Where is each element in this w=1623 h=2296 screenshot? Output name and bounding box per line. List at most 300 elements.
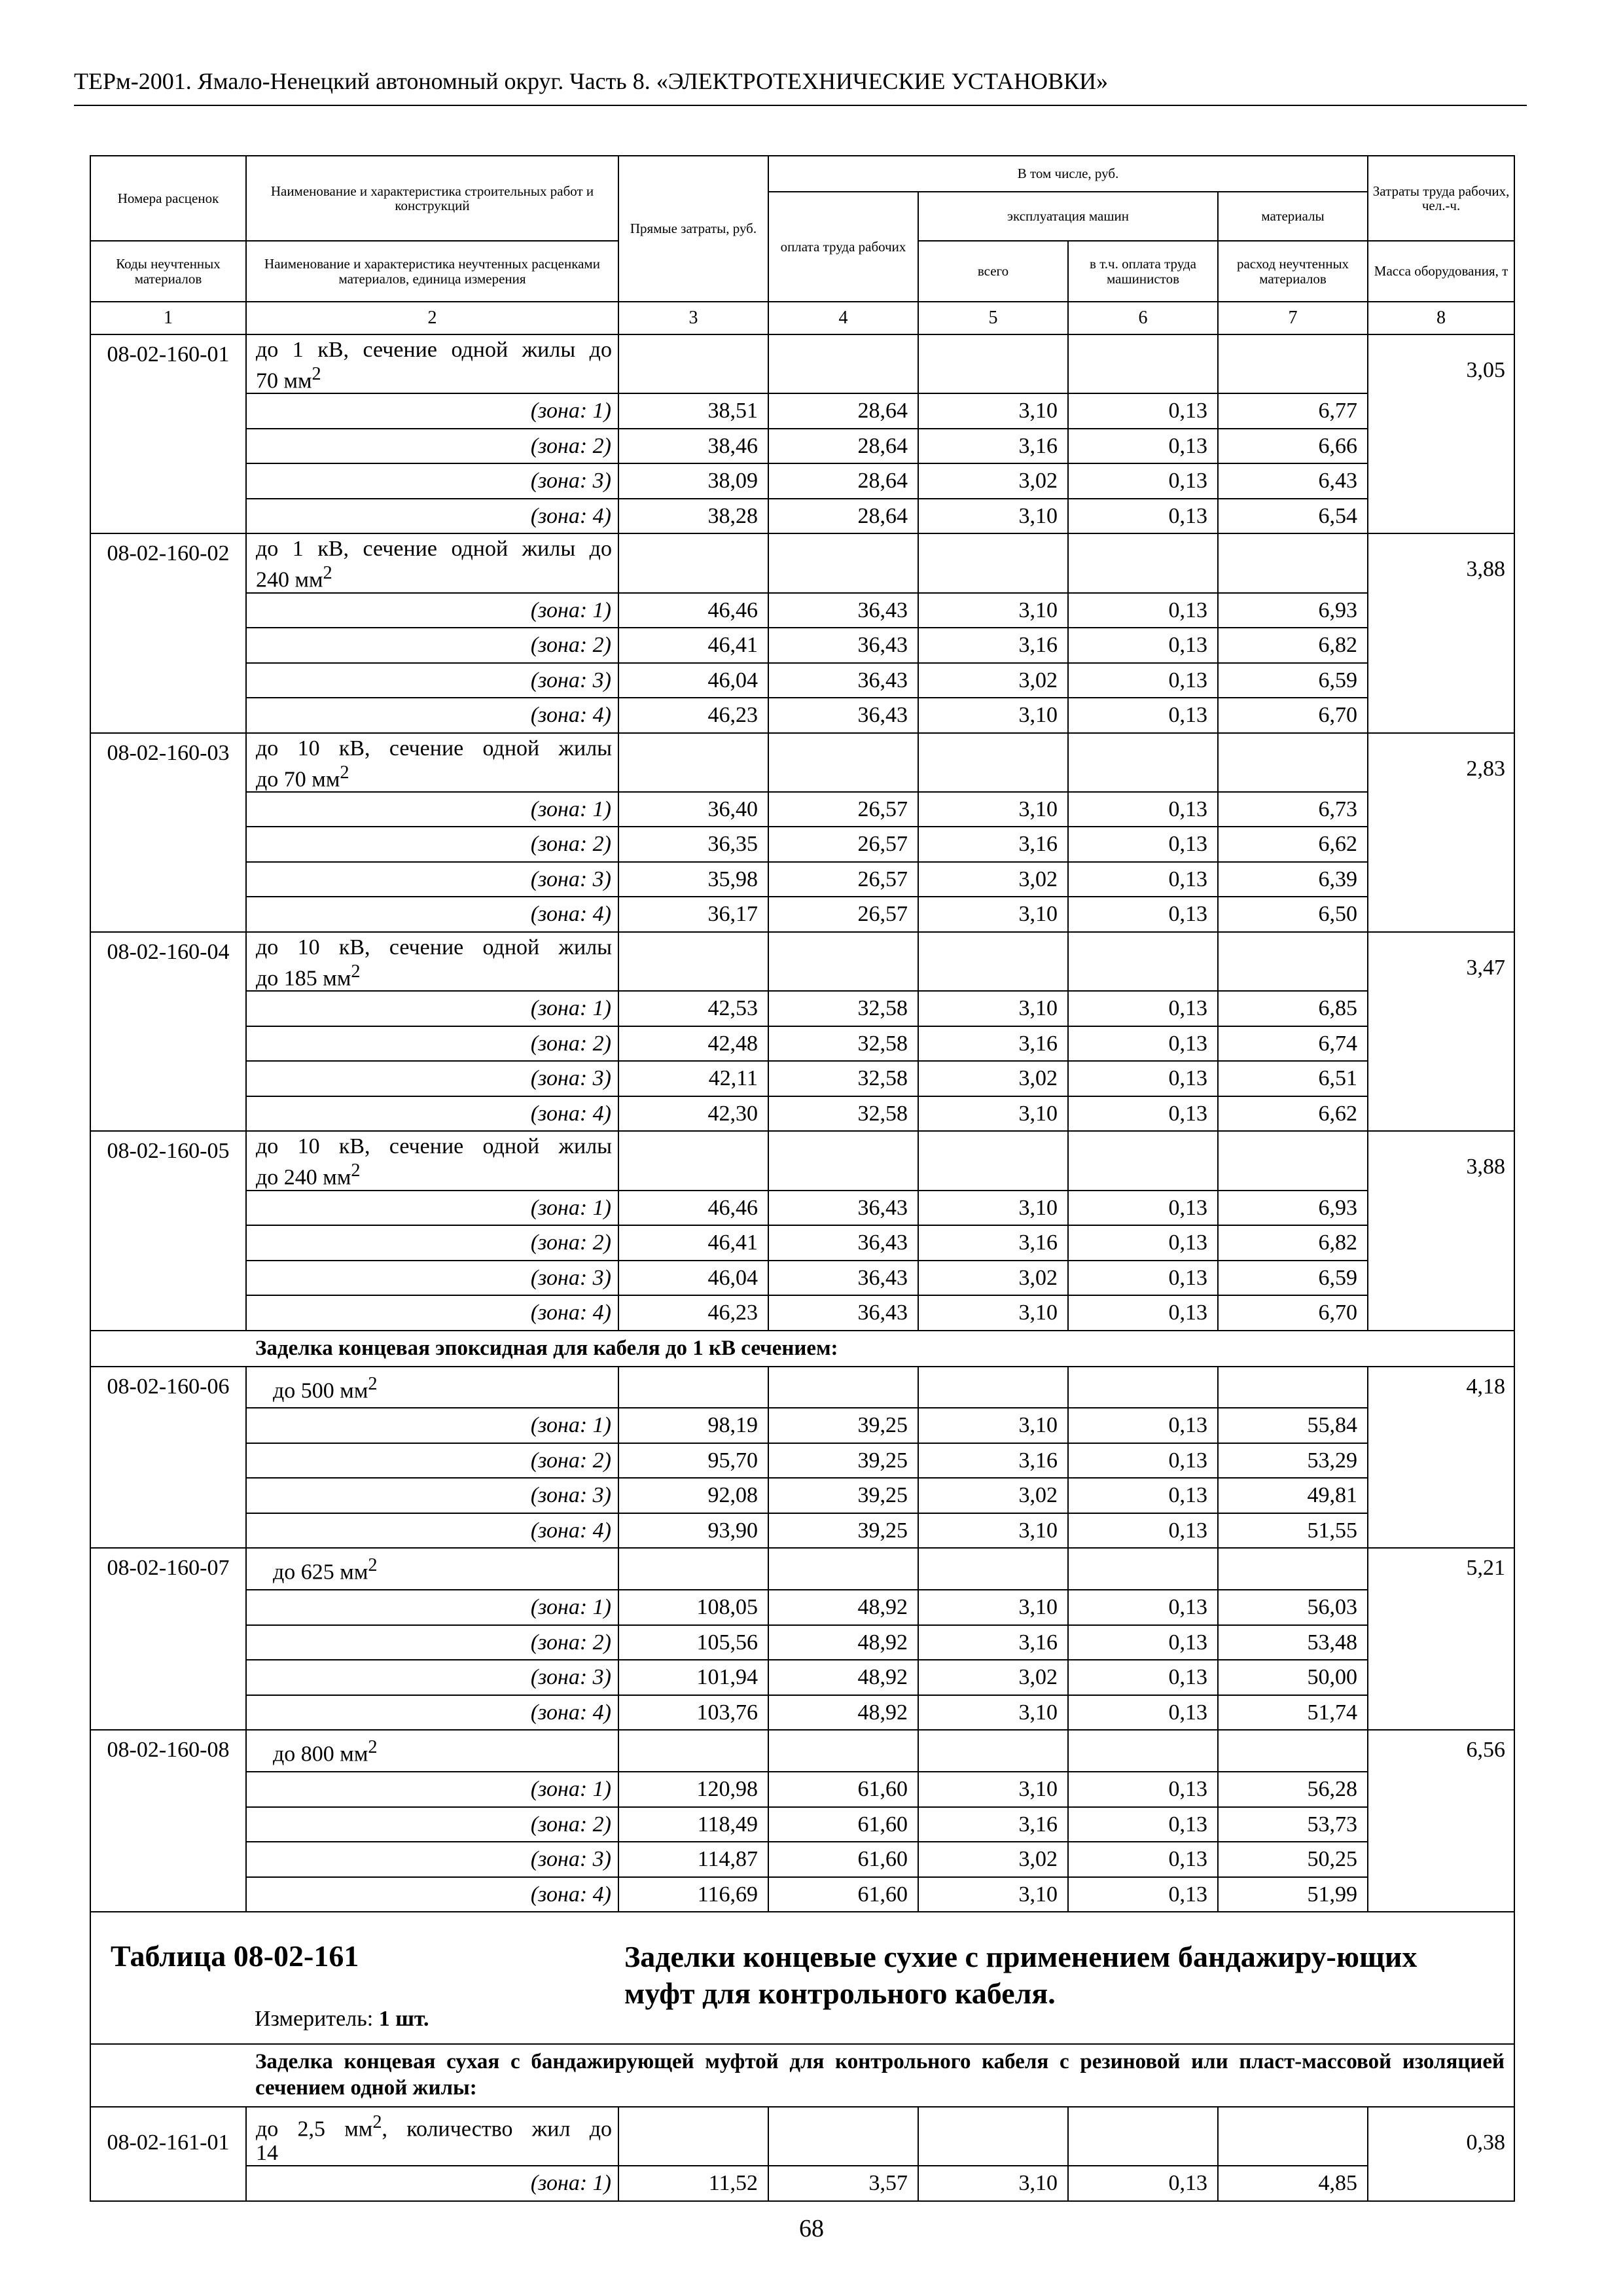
value-cell: 48,92 [768,1590,918,1625]
column-number: 8 [1368,302,1514,334]
rate-title: до 10 кВ, сечение одной жилы до 240 $мм^2$ [246,1131,618,1190]
value-cell: 3,16 [918,1026,1068,1062]
table-name: Заделки концевые сухие с применением бандажиру-ющих муфт для контрольного кабеля. [624,1940,1418,2011]
zone-label: (зона: 1) [530,1595,611,1620]
value-cell: 98,19 [618,1408,768,1443]
value-cell: 3,10 [918,1877,1068,1912]
value-cell: 6,70 [1218,1295,1368,1331]
zone-row [90,1625,1514,1660]
value-cell: 6,82 [1218,628,1368,663]
group-heading: Заделка концевая сухая с бандажирующей муфтой для контрольного кабеля с резиновой или пласт-массовой изоляцией сечением одной жилы: [246,2044,1514,2107]
value-cell: 0,13 [1068,1695,1218,1731]
value-cell: 3,10 [918,991,1068,1026]
value-cell: 56,03 [1218,1590,1368,1625]
value-cell: 48,92 [768,1695,918,1731]
value-cell: 36,43 [768,1225,918,1261]
value-cell: 3,10 [918,1408,1068,1443]
page-number: 68 [799,2215,824,2242]
value-cell: 6,73 [1218,792,1368,827]
value-cell: 116,69 [618,1877,768,1912]
value-cell: 39,25 [768,1478,918,1513]
value-cell: 36,43 [768,628,918,663]
value-cell: 3,02 [918,1061,1068,1096]
value-cell: 0,13 [1068,1261,1218,1296]
value-cell: 6,66 [1218,429,1368,464]
zone-label: (зона: 1) [530,996,611,1021]
value-cell: 46,23 [618,698,768,733]
zone-row [90,1478,1514,1513]
value-cell: 0,13 [1068,1061,1218,1096]
value-cell: 51,55 [1218,1513,1368,1549]
zone-label: (зона: 4) [530,1300,611,1325]
value-cell: 46,23 [618,1295,768,1331]
value-cell: 39,25 [768,1443,918,1479]
rate-code: 08-02-160-01 [90,334,246,533]
rate-title: до 10 кВ, сечение одной жилы до 185 $мм^2$ [246,932,618,991]
value-cell: 53,29 [1218,1443,1368,1479]
column-number: 4 [768,302,918,334]
value-cell: 0,13 [1068,1295,1218,1331]
rate-row [90,2107,1514,2166]
value-cell: 38,28 [618,499,768,534]
value-cell: 0,13 [1068,991,1218,1026]
rate-code: 08-02-160-06 [90,1367,246,1549]
value-cell: 0,13 [1068,1096,1218,1132]
value-cell: 51,99 [1218,1877,1368,1912]
value-cell: 28,64 [768,463,918,499]
rate-title: до 625 $мм^2$ [246,1548,618,1590]
zone-row [90,663,1514,698]
rate-title: до 1 кВ, сечение одной жилы до 240 $мм^2$ [246,533,618,592]
zone-label: (зона: 4) [530,1518,611,1543]
value-cell: 3,16 [918,1225,1068,1261]
rate-title: до 10 кВ, сечение одной жилы до 70 $мм^2$ [246,733,618,792]
value-cell: 105,56 [618,1625,768,1660]
value-cell: 32,58 [768,1026,918,1062]
value-cell: 28,64 [768,499,918,534]
col-header-wages: оплата труда рабочих [768,192,918,302]
zone-label: (зона: 1) [530,399,611,423]
value-cell: 6,43 [1218,463,1368,499]
value-cell: 0,13 [1068,1772,1218,1807]
value-cell: 3,02 [918,1660,1068,1695]
value-cell: 6,59 [1218,1261,1368,1296]
rate-title: до 1 кВ, сечение одной жилы до 70 $мм^2$ [246,334,618,393]
value-cell: 42,30 [618,1096,768,1132]
rate-row [90,334,1514,393]
value-cell: 6,62 [1218,827,1368,862]
value-cell: 6,85 [1218,991,1368,1026]
value-cell: 36,43 [768,698,918,733]
value-cell: 53,73 [1218,1807,1368,1842]
zone-label: (зона: 2) [530,433,611,458]
col-header-material-codes: Коды неучтенных материалов [90,241,246,302]
value-cell: 28,64 [768,393,918,429]
value-cell: 36,43 [768,1261,918,1296]
value-cell: 38,51 [618,393,768,429]
value-cell: 120,98 [618,1772,768,1807]
labor-value: 2,83 [1368,733,1514,932]
value-cell: 6,62 [1218,1096,1368,1132]
rate-row [90,1548,1514,1590]
zone-row [90,1295,1514,1331]
column-numbers-row [90,302,1514,334]
value-cell: 3,10 [918,1590,1068,1625]
value-cell: 0,13 [1068,1590,1218,1625]
value-cell: 38,09 [618,463,768,499]
labor-value: 0,38 [1368,2107,1514,2201]
value-cell: 3,02 [918,1842,1068,1877]
value-cell: 0,13 [1068,499,1218,534]
value-cell: 61,60 [768,1807,918,1842]
zone-label: (зона: 4) [530,503,611,528]
value-cell: 6,74 [1218,1026,1368,1062]
value-cell: 42,11 [618,1061,768,1096]
value-cell: 6,93 [1218,1191,1368,1226]
zone-label: (зона: 3) [530,867,611,891]
value-cell: 3,02 [918,663,1068,698]
value-cell: 36,43 [768,1191,918,1226]
rate-code: 08-02-160-08 [90,1730,246,1912]
value-cell: 51,74 [1218,1695,1368,1731]
value-cell: 61,60 [768,1842,918,1877]
zone-row [90,2166,1514,2201]
zone-row [90,499,1514,534]
zone-label: (зона: 4) [530,1700,611,1725]
value-cell: 6,51 [1218,1061,1368,1096]
value-cell: 3,02 [918,1261,1068,1296]
value-cell: 46,41 [618,628,768,663]
value-cell: 0,13 [1068,862,1218,897]
value-cell: 35,98 [618,862,768,897]
value-cell: 46,04 [618,1261,768,1296]
value-cell: 38,46 [618,429,768,464]
group-heading-row [90,1331,1514,1367]
value-cell: 46,41 [618,1225,768,1261]
value-cell: 26,57 [768,792,918,827]
value-cell: 42,53 [618,991,768,1026]
column-number: 5 [918,302,1068,334]
value-cell: 6,39 [1218,862,1368,897]
rate-code: 08-02-160-07 [90,1548,246,1730]
value-cell: 48,92 [768,1625,918,1660]
group-heading: Заделка концевая эпоксидная для кабеля до 1 кВ сечением: [246,1331,1514,1367]
value-cell: 0,13 [1068,1625,1218,1660]
labor-value: 3,05 [1368,334,1514,533]
zone-row [90,463,1514,499]
rate-row [90,533,1514,592]
value-cell: 0,13 [1068,792,1218,827]
zone-label: (зона: 3) [530,469,611,493]
value-cell: 11,52 [618,2166,768,2201]
running-header: ТЕРм-2001. Ямало-Ненецкий автономный округ. Часть 8. «ЭЛЕКТРОТЕХНИЧЕСКИЕ УСТАНОВКИ» [74,68,1109,94]
col-header-material-names: Наименование и характеристика неучтенных расценками материалов, единица измерения [246,241,618,302]
col-header-name: Наименование и характеристика строительных работ и конструкций [246,156,618,241]
value-cell: 3,10 [918,393,1068,429]
value-cell: 114,87 [618,1842,768,1877]
rate-code: 08-02-160-03 [90,733,246,932]
value-cell: 0,13 [1068,429,1218,464]
value-cell: 3,10 [918,1772,1068,1807]
value-cell: 0,13 [1068,1478,1218,1513]
zone-row [90,1408,1514,1443]
column-number: 1 [90,302,246,334]
col-header-materials: материалы [1218,192,1368,241]
labor-value: 3,88 [1368,1131,1514,1330]
zone-row [90,698,1514,733]
zone-row [90,1026,1514,1062]
zone-row [90,429,1514,464]
zone-row [90,991,1514,1026]
zone-label: (зона: 3) [530,1847,611,1872]
group-heading-row [90,2044,1514,2107]
value-cell: 3,16 [918,429,1068,464]
zone-row [90,1842,1514,1877]
value-cell: 0,13 [1068,1842,1218,1877]
value-cell: 118,49 [618,1807,768,1842]
labor-value: 5,21 [1368,1548,1514,1730]
value-cell: 3,16 [918,1443,1068,1479]
zone-label: (зона: 2) [530,1812,611,1837]
value-cell: 95,70 [618,1443,768,1479]
value-cell: 32,58 [768,1096,918,1132]
zone-row [90,862,1514,897]
value-cell: 53,48 [1218,1625,1368,1660]
value-cell: 6,50 [1218,897,1368,932]
value-cell: 0,13 [1068,897,1218,932]
rate-title: до 800 $мм^2$ [246,1730,618,1772]
value-cell: 55,84 [1218,1408,1368,1443]
col-header-code: Номера расценок [90,156,246,241]
column-number: 2 [246,302,618,334]
value-cell: 61,60 [768,1772,918,1807]
zone-row [90,1096,1514,1132]
zone-label: (зона: 3) [530,1483,611,1508]
zone-row [90,897,1514,932]
zone-row [90,1225,1514,1261]
value-cell: 3,10 [918,499,1068,534]
zone-row [90,1772,1514,1807]
value-cell: 3,16 [918,1807,1068,1842]
value-cell: 0,13 [1068,827,1218,862]
rate-row [90,932,1514,991]
value-cell: 0,13 [1068,628,1218,663]
zone-label: (зона: 1) [530,598,611,622]
rate-row [90,1131,1514,1190]
rate-row [90,733,1514,792]
value-cell: 6,54 [1218,499,1368,534]
value-cell: 92,08 [618,1478,768,1513]
value-cell: 0,13 [1068,2166,1218,2201]
labor-value: 4,18 [1368,1367,1514,1549]
value-cell: 0,13 [1068,698,1218,733]
zone-row [90,1191,1514,1226]
value-cell: 3,16 [918,628,1068,663]
value-cell: 0,13 [1068,593,1218,628]
value-cell: 46,46 [618,593,768,628]
zone-label: (зона: 3) [530,1066,611,1091]
zone-row [90,1443,1514,1479]
col-header-operator-wages: в т.ч. оплата труда машинистов [1068,241,1218,302]
zone-label: (зона: 1) [530,1195,611,1220]
value-cell: 3,10 [918,1295,1068,1331]
value-cell: 3,10 [918,593,1068,628]
value-cell: 3,16 [918,827,1068,862]
value-cell: 39,25 [768,1408,918,1443]
value-cell: 3,57 [768,2166,918,2201]
zone-label: (зона: 2) [530,633,611,658]
zone-label: (зона: 1) [530,2171,611,2196]
value-cell: 26,57 [768,897,918,932]
value-cell: 50,25 [1218,1842,1368,1877]
rate-title: до 500 $мм^2$ [246,1367,618,1408]
zone-row [90,593,1514,628]
table-number: Таблица 08-02-161 [111,1939,359,1973]
rate-code: 08-02-160-02 [90,533,246,732]
header-rule [74,105,1527,106]
value-cell: 3,10 [918,1191,1068,1226]
price-table [90,155,1515,2202]
column-number: 6 [1068,302,1218,334]
labor-value: 6,56 [1368,1730,1514,1912]
zone-label: (зона: 2) [530,1031,611,1056]
zone-label: (зона: 4) [530,1882,611,1907]
value-cell: 36,43 [768,593,918,628]
zone-label: (зона: 3) [530,1265,611,1290]
labor-value: 3,88 [1368,533,1514,732]
value-cell: 0,13 [1068,393,1218,429]
labor-value: 3,47 [1368,932,1514,1131]
value-cell: 36,40 [618,792,768,827]
value-cell: 49,81 [1218,1478,1368,1513]
value-cell: 26,57 [768,827,918,862]
zone-label: (зона: 1) [530,1777,611,1802]
value-cell: 6,70 [1218,698,1368,733]
zone-row [90,1807,1514,1842]
value-cell: 4,85 [1218,2166,1368,2201]
value-cell: 6,77 [1218,393,1368,429]
value-cell: 3,10 [918,1513,1068,1549]
value-cell: 3,02 [918,463,1068,499]
zone-row [90,628,1514,663]
value-cell: 3,10 [918,792,1068,827]
value-cell: 36,43 [768,663,918,698]
rate-code: 08-02-160-05 [90,1131,246,1330]
zone-row [90,1513,1514,1549]
zone-row [90,1261,1514,1296]
zone-label: (зона: 2) [530,1230,611,1255]
zone-label: (зона: 2) [530,1630,611,1655]
column-number: 3 [618,302,768,334]
value-cell: 48,92 [768,1660,918,1695]
rate-title: до 2,5 $мм^2$, количество жил до 14 [246,2107,618,2166]
value-cell: 39,25 [768,1513,918,1549]
zone-row [90,827,1514,862]
value-cell: 36,35 [618,827,768,862]
zone-row [90,792,1514,827]
zone-label: (зона: 2) [530,832,611,857]
col-header-machines: эксплуатация машин [918,192,1218,241]
zone-label: (зона: 2) [530,1448,611,1473]
value-cell: 36,43 [768,1295,918,1331]
col-header-direct-costs: Прямые затраты, руб. [618,156,768,302]
value-cell: 50,00 [1218,1660,1368,1695]
value-cell: 0,13 [1068,1191,1218,1226]
rate-row [90,1367,1514,1408]
value-cell: 3,10 [918,1096,1068,1132]
value-cell: 0,13 [1068,1408,1218,1443]
value-cell: 103,76 [618,1695,768,1731]
value-cell: 28,64 [768,429,918,464]
table-title-row [90,1912,1514,2044]
zone-label: (зона: 1) [530,797,611,821]
value-cell: 3,10 [918,1695,1068,1731]
value-cell: 0,13 [1068,463,1218,499]
value-cell: 0,13 [1068,1660,1218,1695]
value-cell: 32,58 [768,991,918,1026]
zone-label: (зона: 3) [530,668,611,692]
value-cell: 42,48 [618,1026,768,1062]
value-cell: 93,90 [618,1513,768,1549]
value-cell: 6,59 [1218,663,1368,698]
rate-row [90,1730,1514,1772]
zone-label: (зона: 4) [530,902,611,927]
value-cell: 3,10 [918,2166,1068,2201]
col-header-labor: Затраты труда рабочих, чел.-ч. [1368,156,1514,241]
value-cell: 101,94 [618,1660,768,1695]
zone-row [90,1695,1514,1731]
value-cell: 0,13 [1068,1807,1218,1842]
value-cell: 0,13 [1068,1225,1218,1261]
zone-label: (зона: 3) [530,1665,611,1690]
zone-row [90,393,1514,429]
value-cell: 3,16 [918,1625,1068,1660]
value-cell: 61,60 [768,1877,918,1912]
value-cell: 26,57 [768,862,918,897]
value-cell: 3,10 [918,897,1068,932]
value-cell: 108,05 [618,1590,768,1625]
column-number: 7 [1218,302,1368,334]
measure-unit: Измеритель: 1 шт. [255,2007,429,2032]
col-header-material-use: расход неучтенных материалов [1218,241,1368,302]
col-header-equipment-mass: Масса оборудования, т [1368,241,1514,302]
col-header-machines-total: всего [918,241,1068,302]
rate-code: 08-02-161-01 [90,2107,246,2201]
value-cell: 3,02 [918,1478,1068,1513]
value-cell: 0,13 [1068,1877,1218,1912]
col-header-including: В том числе, руб. [768,156,1368,192]
value-cell: 0,13 [1068,1026,1218,1062]
value-cell: 6,93 [1218,593,1368,628]
value-cell: 0,13 [1068,1513,1218,1549]
value-cell: 0,13 [1068,1443,1218,1479]
value-cell: 3,02 [918,862,1068,897]
value-cell: 3,10 [918,698,1068,733]
zone-row [90,1877,1514,1912]
zone-row [90,1061,1514,1096]
zone-row [90,1660,1514,1695]
zone-row [90,1590,1514,1625]
value-cell: 46,46 [618,1191,768,1226]
value-cell: 0,13 [1068,663,1218,698]
zone-label: (зона: 4) [530,1101,611,1126]
rate-code: 08-02-160-04 [90,932,246,1131]
value-cell: 36,17 [618,897,768,932]
value-cell: 6,82 [1218,1225,1368,1261]
zone-label: (зона: 4) [530,703,611,728]
value-cell: 56,28 [1218,1772,1368,1807]
value-cell: 32,58 [768,1061,918,1096]
